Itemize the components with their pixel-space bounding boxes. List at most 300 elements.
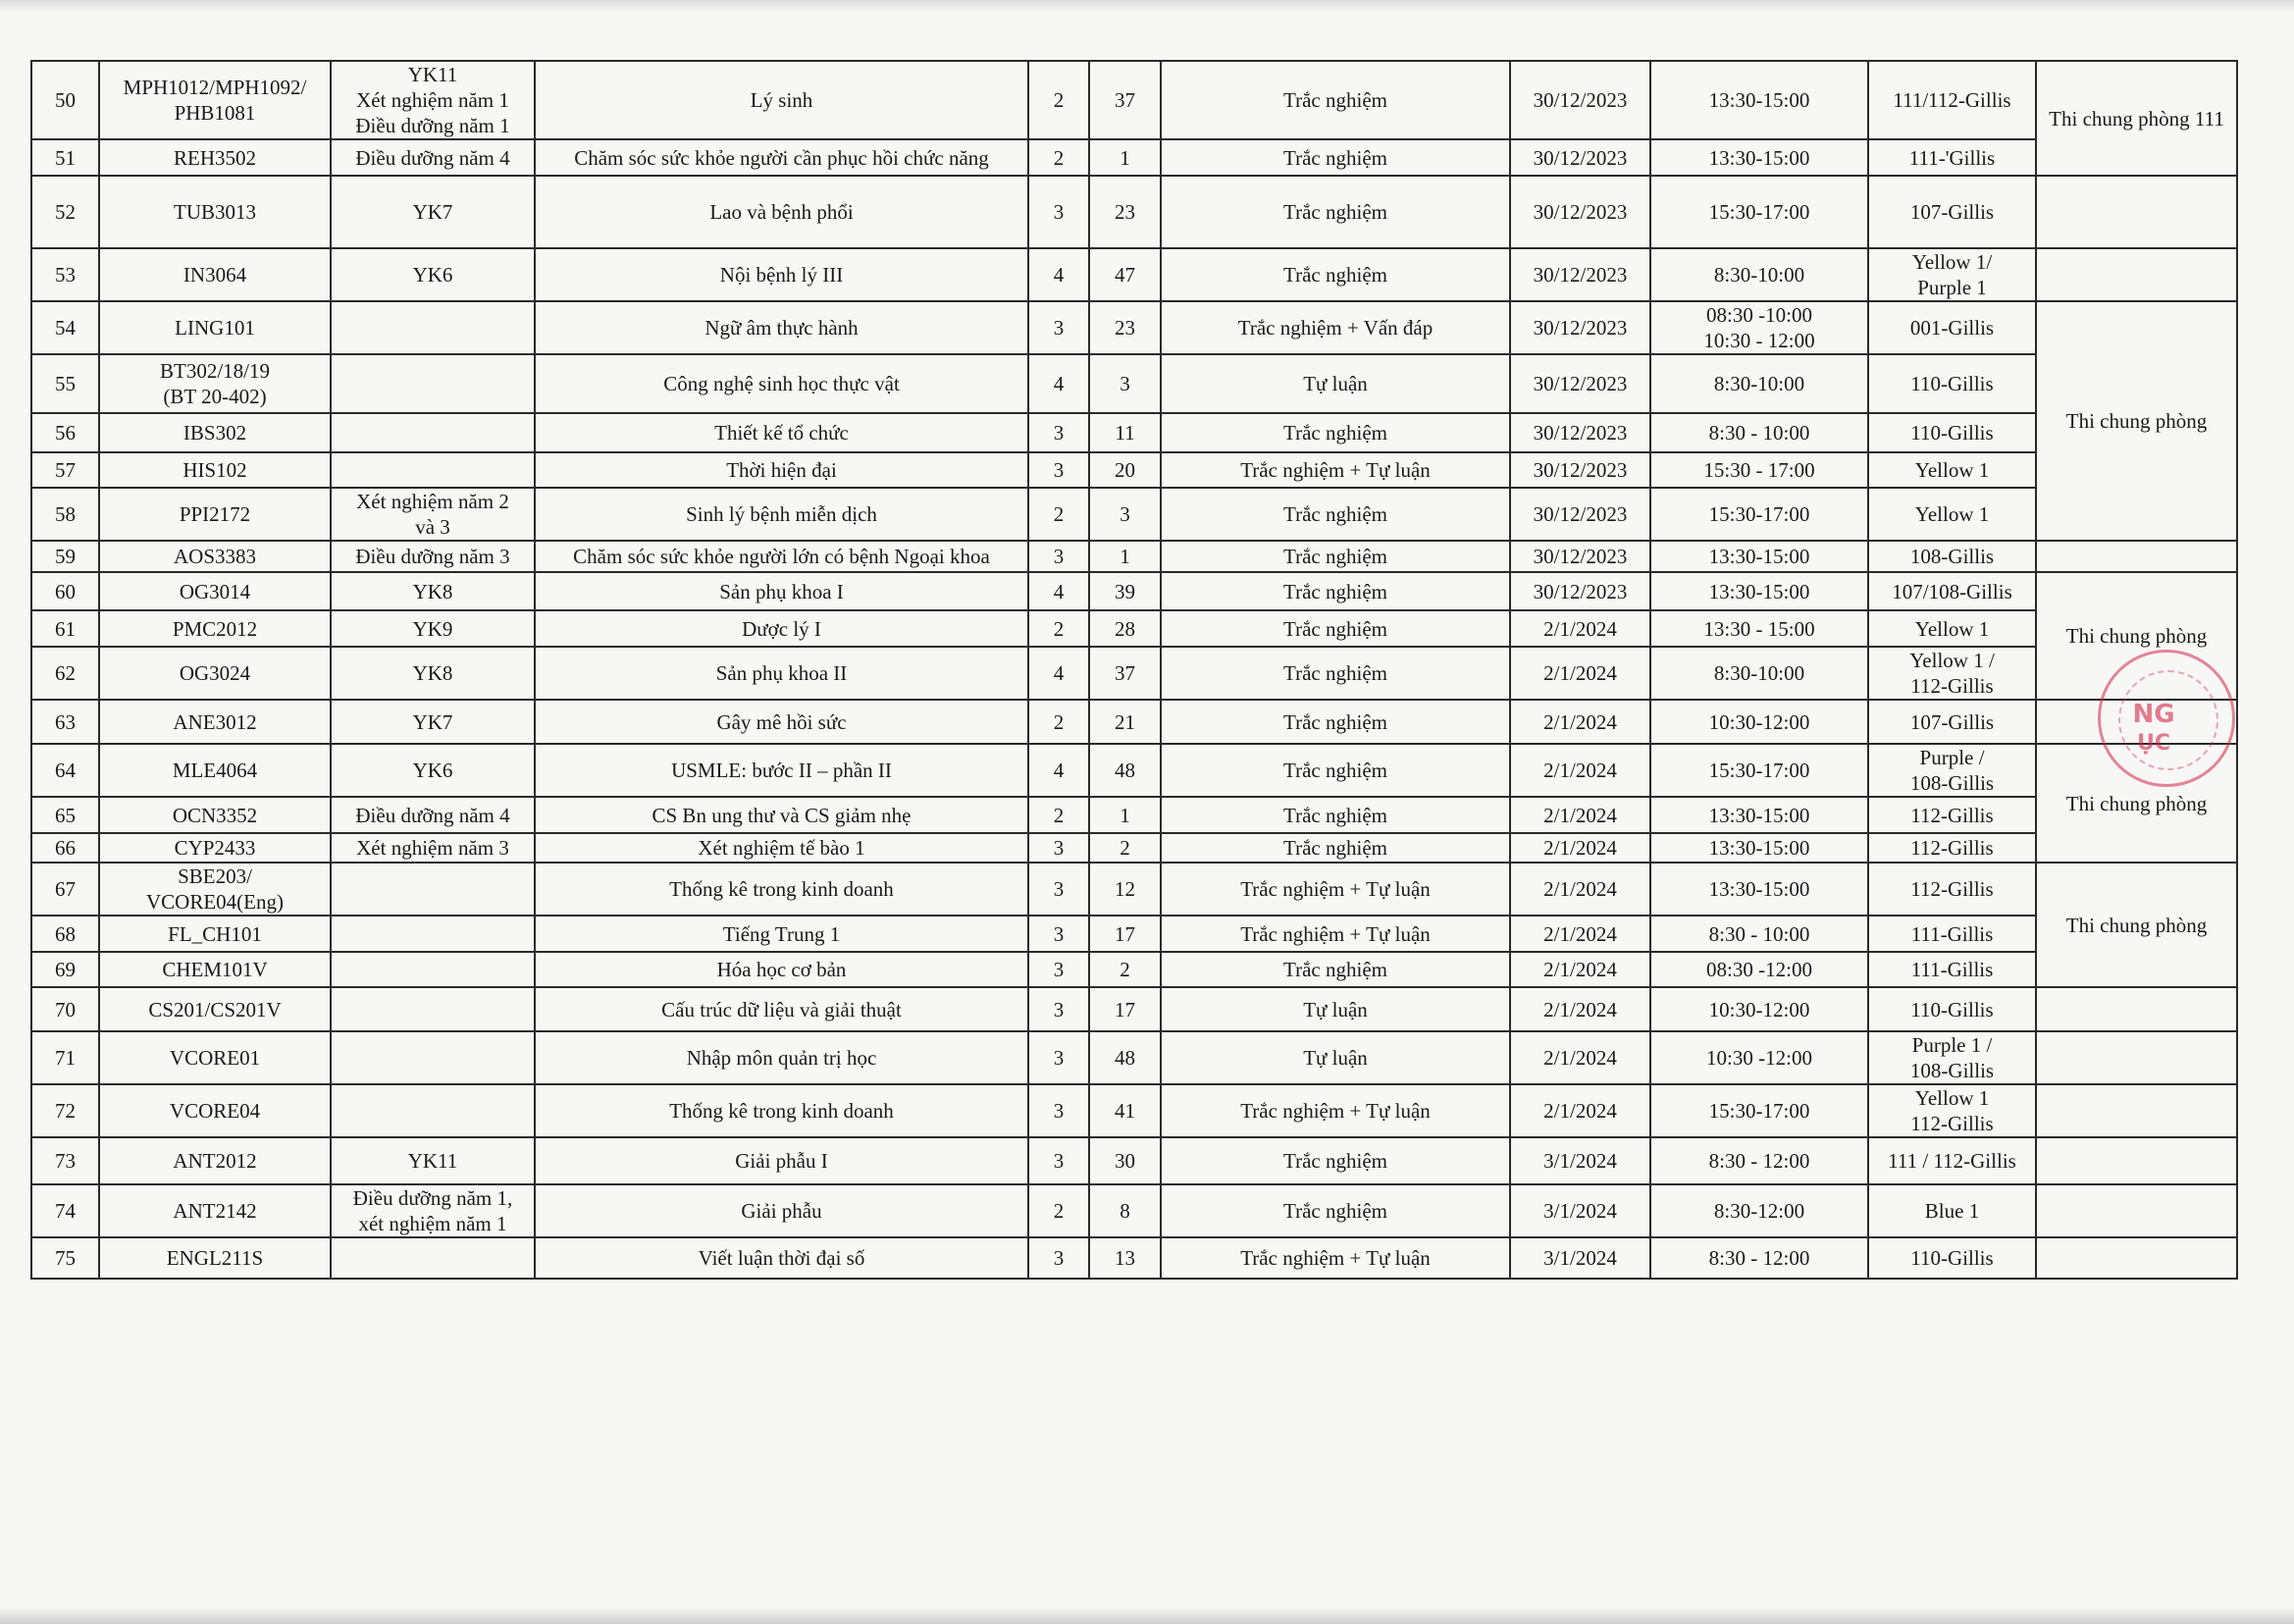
student-count: 13 bbox=[1089, 1237, 1161, 1279]
exam-time: 13:30-15:00 bbox=[1650, 572, 1868, 610]
student-group: YK6 bbox=[331, 744, 535, 797]
student-count: 28 bbox=[1089, 610, 1161, 647]
course-code: CYP2433 bbox=[99, 833, 331, 863]
subject-name: Tiếng Trung 1 bbox=[535, 916, 1028, 952]
subject-name: Giải phẫu I bbox=[535, 1137, 1028, 1184]
row-number: 64 bbox=[31, 744, 99, 797]
course-code: IBS302 bbox=[99, 413, 331, 452]
table-row bbox=[31, 916, 2237, 952]
row-number: 50 bbox=[31, 61, 99, 139]
credits: 2 bbox=[1028, 610, 1089, 647]
exam-format: Trắc nghiệm + Tự luận bbox=[1161, 1084, 1510, 1137]
student-group bbox=[331, 952, 535, 987]
table-row bbox=[31, 413, 2237, 452]
note-cell bbox=[2036, 1031, 2237, 1084]
subject-name: Thời hiện đại bbox=[535, 452, 1028, 488]
exam-format: Trắc nghiệm bbox=[1161, 139, 1510, 176]
exam-date: 3/1/2024 bbox=[1510, 1184, 1650, 1237]
note-cell bbox=[2036, 1084, 2237, 1137]
student-group: YK9 bbox=[331, 610, 535, 647]
exam-time: 08:30 -10:00 10:30 - 12:00 bbox=[1650, 301, 1868, 354]
course-code: VCORE04 bbox=[99, 1084, 331, 1137]
exam-format: Trắc nghiệm bbox=[1161, 248, 1510, 301]
exam-format: Trắc nghiệm + Tự luận bbox=[1161, 916, 1510, 952]
row-number: 56 bbox=[31, 413, 99, 452]
subject-name: Chăm sóc sức khỏe người lớn có bệnh Ngoại khoa bbox=[535, 541, 1028, 572]
course-code: ANT2012 bbox=[99, 1137, 331, 1184]
exam-room: 108-Gillis bbox=[1868, 541, 2036, 572]
subject-name: CS Bn ung thư và CS giảm nhẹ bbox=[535, 797, 1028, 833]
student-count: 21 bbox=[1089, 700, 1161, 744]
student-group bbox=[331, 1237, 535, 1279]
exam-room: 111 / 112-Gillis bbox=[1868, 1137, 2036, 1184]
exam-format: Trắc nghiệm bbox=[1161, 700, 1510, 744]
course-code: PPI2172 bbox=[99, 488, 331, 541]
course-code: OG3024 bbox=[99, 647, 331, 700]
exam-room: Yellow 1 112-Gillis bbox=[1868, 1084, 2036, 1137]
note-cell bbox=[2036, 1137, 2237, 1184]
exam-room: 111-Gillis bbox=[1868, 916, 2036, 952]
student-count: 37 bbox=[1089, 647, 1161, 700]
credits: 4 bbox=[1028, 572, 1089, 610]
course-code: MLE4064 bbox=[99, 744, 331, 797]
student-group: YK6 bbox=[331, 248, 535, 301]
exam-format: Trắc nghiệm + Tự luận bbox=[1161, 1237, 1510, 1279]
table-row bbox=[31, 572, 2237, 610]
exam-format: Trắc nghiệm + Tự luận bbox=[1161, 863, 1510, 916]
credits: 2 bbox=[1028, 488, 1089, 541]
course-code: MPH1012/MPH1092/ PHB1081 bbox=[99, 61, 331, 139]
exam-time: 15:30-17:00 bbox=[1650, 744, 1868, 797]
exam-time: 8:30 - 12:00 bbox=[1650, 1237, 1868, 1279]
student-count: 17 bbox=[1089, 987, 1161, 1031]
exam-time: 8:30 - 12:00 bbox=[1650, 1137, 1868, 1184]
row-number: 66 bbox=[31, 833, 99, 863]
exam-date: 2/1/2024 bbox=[1510, 952, 1650, 987]
student-group: Điều dưỡng năm 4 bbox=[331, 797, 535, 833]
student-count: 39 bbox=[1089, 572, 1161, 610]
student-count: 23 bbox=[1089, 176, 1161, 248]
row-number: 67 bbox=[31, 863, 99, 916]
credits: 2 bbox=[1028, 139, 1089, 176]
table-row bbox=[31, 744, 2237, 797]
student-count: 3 bbox=[1089, 354, 1161, 413]
table-row bbox=[31, 488, 2237, 541]
student-group bbox=[331, 1084, 535, 1137]
exam-room: 112-Gillis bbox=[1868, 833, 2036, 863]
row-number: 74 bbox=[31, 1184, 99, 1237]
student-group: Xét nghiệm năm 2 và 3 bbox=[331, 488, 535, 541]
student-count: 41 bbox=[1089, 1084, 1161, 1137]
exam-room: 001-Gillis bbox=[1868, 301, 2036, 354]
exam-format: Trắc nghiệm bbox=[1161, 413, 1510, 452]
exam-date: 30/12/2023 bbox=[1510, 139, 1650, 176]
subject-name: Cấu trúc dữ liệu và giải thuật bbox=[535, 987, 1028, 1031]
exam-time: 8:30 - 10:00 bbox=[1650, 916, 1868, 952]
subject-name: Dược lý I bbox=[535, 610, 1028, 647]
exam-format: Trắc nghiệm bbox=[1161, 833, 1510, 863]
course-code: TUB3013 bbox=[99, 176, 331, 248]
exam-time: 13:30-15:00 bbox=[1650, 863, 1868, 916]
row-number: 58 bbox=[31, 488, 99, 541]
credits: 3 bbox=[1028, 863, 1089, 916]
exam-time: 13:30-15:00 bbox=[1650, 797, 1868, 833]
subject-name: Sinh lý bệnh miễn dịch bbox=[535, 488, 1028, 541]
row-number: 53 bbox=[31, 248, 99, 301]
credits: 3 bbox=[1028, 916, 1089, 952]
exam-date: 2/1/2024 bbox=[1510, 1031, 1650, 1084]
exam-room: 111-Gillis bbox=[1868, 952, 2036, 987]
note-cell bbox=[2036, 176, 2237, 248]
student-group: YK8 bbox=[331, 647, 535, 700]
credits: 3 bbox=[1028, 452, 1089, 488]
row-number: 69 bbox=[31, 952, 99, 987]
exam-format: Trắc nghiệm bbox=[1161, 541, 1510, 572]
exam-format: Trắc nghiệm bbox=[1161, 647, 1510, 700]
exam-schedule-table bbox=[30, 60, 2238, 1280]
student-count: 1 bbox=[1089, 139, 1161, 176]
student-count: 1 bbox=[1089, 797, 1161, 833]
row-number: 62 bbox=[31, 647, 99, 700]
credits: 4 bbox=[1028, 354, 1089, 413]
row-number: 60 bbox=[31, 572, 99, 610]
exam-time: 08:30 -12:00 bbox=[1650, 952, 1868, 987]
note-cell bbox=[2036, 1237, 2237, 1279]
exam-time: 15:30-17:00 bbox=[1650, 176, 1868, 248]
table-row bbox=[31, 647, 2237, 700]
student-count: 2 bbox=[1089, 833, 1161, 863]
exam-room: 111/112-Gillis bbox=[1868, 61, 2036, 139]
table-row bbox=[31, 452, 2237, 488]
credits: 4 bbox=[1028, 744, 1089, 797]
table-row bbox=[31, 863, 2237, 916]
note-cell: Thi chung phòng bbox=[2036, 301, 2237, 541]
row-number: 57 bbox=[31, 452, 99, 488]
student-count: 1 bbox=[1089, 541, 1161, 572]
subject-name: Nhập môn quản trị học bbox=[535, 1031, 1028, 1084]
table-row bbox=[31, 700, 2237, 744]
row-number: 51 bbox=[31, 139, 99, 176]
row-number: 55 bbox=[31, 354, 99, 413]
exam-date: 30/12/2023 bbox=[1510, 61, 1650, 139]
table-row bbox=[31, 139, 2237, 176]
exam-room: 112-Gillis bbox=[1868, 797, 2036, 833]
course-code: ENGL211S bbox=[99, 1237, 331, 1279]
exam-room: Purple / 108-Gillis bbox=[1868, 744, 2036, 797]
row-number: 54 bbox=[31, 301, 99, 354]
exam-format: Trắc nghiệm + Vấn đáp bbox=[1161, 301, 1510, 354]
exam-format: Trắc nghiệm bbox=[1161, 488, 1510, 541]
exam-time: 13:30-15:00 bbox=[1650, 541, 1868, 572]
row-number: 72 bbox=[31, 1084, 99, 1137]
credits: 3 bbox=[1028, 1031, 1089, 1084]
exam-room: 111-'Gillis bbox=[1868, 139, 2036, 176]
official-seal-stamp: NG ỤC bbox=[2098, 650, 2235, 787]
row-number: 71 bbox=[31, 1031, 99, 1084]
course-code: PMC2012 bbox=[99, 610, 331, 647]
row-number: 61 bbox=[31, 610, 99, 647]
student-group bbox=[331, 413, 535, 452]
exam-date: 2/1/2024 bbox=[1510, 744, 1650, 797]
exam-time: 8:30-10:00 bbox=[1650, 647, 1868, 700]
credits: 2 bbox=[1028, 700, 1089, 744]
student-count: 30 bbox=[1089, 1137, 1161, 1184]
exam-date: 2/1/2024 bbox=[1510, 916, 1650, 952]
subject-name: Chăm sóc sức khỏe người cần phục hồi chức năng bbox=[535, 139, 1028, 176]
subject-name: Sản phụ khoa I bbox=[535, 572, 1028, 610]
exam-date: 30/12/2023 bbox=[1510, 248, 1650, 301]
exam-format: Trắc nghiệm bbox=[1161, 610, 1510, 647]
exam-date: 2/1/2024 bbox=[1510, 987, 1650, 1031]
exam-time: 13:30-15:00 bbox=[1650, 833, 1868, 863]
note-cell: Thi chung phòng bbox=[2036, 572, 2237, 700]
exam-format: Trắc nghiệm bbox=[1161, 1137, 1510, 1184]
exam-format: Trắc nghiệm bbox=[1161, 61, 1510, 139]
exam-room: Yellow 1/ Purple 1 bbox=[1868, 248, 2036, 301]
subject-name: Hóa học cơ bản bbox=[535, 952, 1028, 987]
exam-date: 30/12/2023 bbox=[1510, 354, 1650, 413]
exam-date: 3/1/2024 bbox=[1510, 1137, 1650, 1184]
student-count: 20 bbox=[1089, 452, 1161, 488]
exam-format: Tự luận bbox=[1161, 354, 1510, 413]
student-group: Xét nghiệm năm 3 bbox=[331, 833, 535, 863]
table-row bbox=[31, 301, 2237, 354]
student-count: 2 bbox=[1089, 952, 1161, 987]
exam-date: 30/12/2023 bbox=[1510, 452, 1650, 488]
credits: 3 bbox=[1028, 413, 1089, 452]
table-row bbox=[31, 1184, 2237, 1237]
subject-name: Sản phụ khoa II bbox=[535, 647, 1028, 700]
course-code: OCN3352 bbox=[99, 797, 331, 833]
exam-date: 2/1/2024 bbox=[1510, 610, 1650, 647]
credits: 3 bbox=[1028, 301, 1089, 354]
exam-date: 30/12/2023 bbox=[1510, 301, 1650, 354]
exam-date: 2/1/2024 bbox=[1510, 700, 1650, 744]
student-group bbox=[331, 354, 535, 413]
subject-name: Nội bệnh lý III bbox=[535, 248, 1028, 301]
exam-format: Trắc nghiệm bbox=[1161, 572, 1510, 610]
exam-date: 2/1/2024 bbox=[1510, 1084, 1650, 1137]
exam-room: Yellow 1 bbox=[1868, 488, 2036, 541]
exam-format: Tự luận bbox=[1161, 987, 1510, 1031]
credits: 3 bbox=[1028, 176, 1089, 248]
subject-name: Giải phẫu bbox=[535, 1184, 1028, 1237]
student-count: 12 bbox=[1089, 863, 1161, 916]
course-code: ANE3012 bbox=[99, 700, 331, 744]
row-number: 65 bbox=[31, 797, 99, 833]
exam-format: Trắc nghiệm bbox=[1161, 797, 1510, 833]
course-code: ANT2142 bbox=[99, 1184, 331, 1237]
table-row bbox=[31, 61, 2237, 139]
student-count: 48 bbox=[1089, 744, 1161, 797]
subject-name: Ngữ âm thực hành bbox=[535, 301, 1028, 354]
exam-room: 110-Gillis bbox=[1868, 413, 2036, 452]
credits: 3 bbox=[1028, 952, 1089, 987]
exam-room: Blue 1 bbox=[1868, 1184, 2036, 1237]
student-group: YK8 bbox=[331, 572, 535, 610]
exam-format: Trắc nghiệm bbox=[1161, 176, 1510, 248]
table-row bbox=[31, 541, 2237, 572]
exam-room: Purple 1 / 108-Gillis bbox=[1868, 1031, 2036, 1084]
table-row bbox=[31, 354, 2237, 413]
table-row bbox=[31, 1031, 2237, 1084]
course-code: CHEM101V bbox=[99, 952, 331, 987]
row-number: 59 bbox=[31, 541, 99, 572]
exam-room: 112-Gillis bbox=[1868, 863, 2036, 916]
course-code: CS201/CS201V bbox=[99, 987, 331, 1031]
credits: 3 bbox=[1028, 833, 1089, 863]
course-code: FL_CH101 bbox=[99, 916, 331, 952]
exam-date: 2/1/2024 bbox=[1510, 647, 1650, 700]
note-cell: Thi chung phòng bbox=[2036, 863, 2237, 987]
exam-room: Yellow 1 bbox=[1868, 610, 2036, 647]
student-group: YK11 bbox=[331, 1137, 535, 1184]
student-group bbox=[331, 452, 535, 488]
table-row bbox=[31, 987, 2237, 1031]
exam-room: 110-Gillis bbox=[1868, 987, 2036, 1031]
exam-time: 15:30 - 17:00 bbox=[1650, 452, 1868, 488]
table-row bbox=[31, 176, 2237, 248]
scan-edge-top bbox=[0, 0, 2294, 12]
table-row bbox=[31, 1237, 2237, 1279]
student-group: Điều dưỡng năm 4 bbox=[331, 139, 535, 176]
row-number: 68 bbox=[31, 916, 99, 952]
exam-room: 107/108-Gillis bbox=[1868, 572, 2036, 610]
course-code: SBE203/ VCORE04(Eng) bbox=[99, 863, 331, 916]
exam-room: Yellow 1 bbox=[1868, 452, 2036, 488]
credits: 3 bbox=[1028, 987, 1089, 1031]
exam-time: 13:30 - 15:00 bbox=[1650, 610, 1868, 647]
exam-date: 3/1/2024 bbox=[1510, 1237, 1650, 1279]
scan-edge-bottom bbox=[0, 1607, 2294, 1624]
course-code: REH3502 bbox=[99, 139, 331, 176]
student-group bbox=[331, 863, 535, 916]
student-count: 11 bbox=[1089, 413, 1161, 452]
table-row bbox=[31, 952, 2237, 987]
row-number: 70 bbox=[31, 987, 99, 1031]
student-group bbox=[331, 1031, 535, 1084]
exam-room: Yellow 1 / 112-Gillis bbox=[1868, 647, 2036, 700]
course-code: IN3064 bbox=[99, 248, 331, 301]
exam-time: 13:30-15:00 bbox=[1650, 61, 1868, 139]
row-number: 73 bbox=[31, 1137, 99, 1184]
note-cell bbox=[2036, 987, 2237, 1031]
student-count: 48 bbox=[1089, 1031, 1161, 1084]
exam-time: 13:30-15:00 bbox=[1650, 139, 1868, 176]
exam-format: Trắc nghiệm + Tự luận bbox=[1161, 452, 1510, 488]
exam-format: Trắc nghiệm bbox=[1161, 1184, 1510, 1237]
table-row bbox=[31, 248, 2237, 301]
student-group: YK7 bbox=[331, 700, 535, 744]
exam-date: 30/12/2023 bbox=[1510, 176, 1650, 248]
exam-date: 2/1/2024 bbox=[1510, 863, 1650, 916]
note-cell bbox=[2036, 1184, 2237, 1237]
table-row bbox=[31, 797, 2237, 833]
exam-room: 110-Gillis bbox=[1868, 354, 2036, 413]
subject-name: Thống kê trong kinh doanh bbox=[535, 863, 1028, 916]
credits: 4 bbox=[1028, 647, 1089, 700]
subject-name: Thống kê trong kinh doanh bbox=[535, 1084, 1028, 1137]
credits: 2 bbox=[1028, 61, 1089, 139]
note-cell: Thi chung phòng bbox=[2036, 744, 2237, 863]
course-code: LING101 bbox=[99, 301, 331, 354]
student-group bbox=[331, 987, 535, 1031]
student-group: YK11 Xét nghiệm năm 1 Điều dưỡng năm 1 bbox=[331, 61, 535, 139]
student-group: Điều dưỡng năm 1, xét nghiệm năm 1 bbox=[331, 1184, 535, 1237]
credits: 3 bbox=[1028, 1137, 1089, 1184]
exam-room: 110-Gillis bbox=[1868, 1237, 2036, 1279]
credits: 3 bbox=[1028, 541, 1089, 572]
student-count: 23 bbox=[1089, 301, 1161, 354]
table-row bbox=[31, 833, 2237, 863]
exam-time: 10:30 -12:00 bbox=[1650, 1031, 1868, 1084]
exam-date: 30/12/2023 bbox=[1510, 488, 1650, 541]
credits: 3 bbox=[1028, 1084, 1089, 1137]
exam-date: 30/12/2023 bbox=[1510, 541, 1650, 572]
exam-time: 15:30-17:00 bbox=[1650, 1084, 1868, 1137]
table-row bbox=[31, 610, 2237, 647]
subject-name: Thiết kế tổ chức bbox=[535, 413, 1028, 452]
exam-time: 8:30-10:00 bbox=[1650, 248, 1868, 301]
student-count: 8 bbox=[1089, 1184, 1161, 1237]
subject-name: Gây mê hồi sức bbox=[535, 700, 1028, 744]
subject-name: Công nghệ sinh học thực vật bbox=[535, 354, 1028, 413]
student-count: 17 bbox=[1089, 916, 1161, 952]
subject-name: Viết luận thời đại số bbox=[535, 1237, 1028, 1279]
exam-time: 8:30-12:00 bbox=[1650, 1184, 1868, 1237]
credits: 3 bbox=[1028, 1237, 1089, 1279]
course-code: VCORE01 bbox=[99, 1031, 331, 1084]
exam-time: 10:30-12:00 bbox=[1650, 987, 1868, 1031]
student-count: 3 bbox=[1089, 488, 1161, 541]
subject-name: Lý sinh bbox=[535, 61, 1028, 139]
credits: 2 bbox=[1028, 1184, 1089, 1237]
subject-name: Xét nghiệm tế bào 1 bbox=[535, 833, 1028, 863]
exam-date: 30/12/2023 bbox=[1510, 572, 1650, 610]
course-code: BT302/18/19 (BT 20-402) bbox=[99, 354, 331, 413]
table-row bbox=[31, 1084, 2237, 1137]
table-row bbox=[31, 1137, 2237, 1184]
row-number: 52 bbox=[31, 176, 99, 248]
exam-time: 8:30 - 10:00 bbox=[1650, 413, 1868, 452]
course-code: OG3014 bbox=[99, 572, 331, 610]
student-count: 47 bbox=[1089, 248, 1161, 301]
exam-date: 30/12/2023 bbox=[1510, 413, 1650, 452]
exam-time: 15:30-17:00 bbox=[1650, 488, 1868, 541]
subject-name: USMLE: bước II – phần II bbox=[535, 744, 1028, 797]
exam-format: Trắc nghiệm bbox=[1161, 952, 1510, 987]
exam-format: Trắc nghiệm bbox=[1161, 744, 1510, 797]
exam-time: 8:30-10:00 bbox=[1650, 354, 1868, 413]
exam-format: Tự luận bbox=[1161, 1031, 1510, 1084]
course-code: AOS3383 bbox=[99, 541, 331, 572]
credits: 4 bbox=[1028, 248, 1089, 301]
student-group: YK7 bbox=[331, 176, 535, 248]
exam-room: 107-Gillis bbox=[1868, 176, 2036, 248]
credits: 2 bbox=[1028, 797, 1089, 833]
student-group bbox=[331, 916, 535, 952]
exam-date: 2/1/2024 bbox=[1510, 797, 1650, 833]
exam-time: 10:30-12:00 bbox=[1650, 700, 1868, 744]
row-number: 63 bbox=[31, 700, 99, 744]
exam-room: 107-Gillis bbox=[1868, 700, 2036, 744]
row-number: 75 bbox=[31, 1237, 99, 1279]
exam-date: 2/1/2024 bbox=[1510, 833, 1650, 863]
course-code: HIS102 bbox=[99, 452, 331, 488]
student-count: 37 bbox=[1089, 61, 1161, 139]
subject-name: Lao và bệnh phổi bbox=[535, 176, 1028, 248]
student-group: Điều dưỡng năm 3 bbox=[331, 541, 535, 572]
